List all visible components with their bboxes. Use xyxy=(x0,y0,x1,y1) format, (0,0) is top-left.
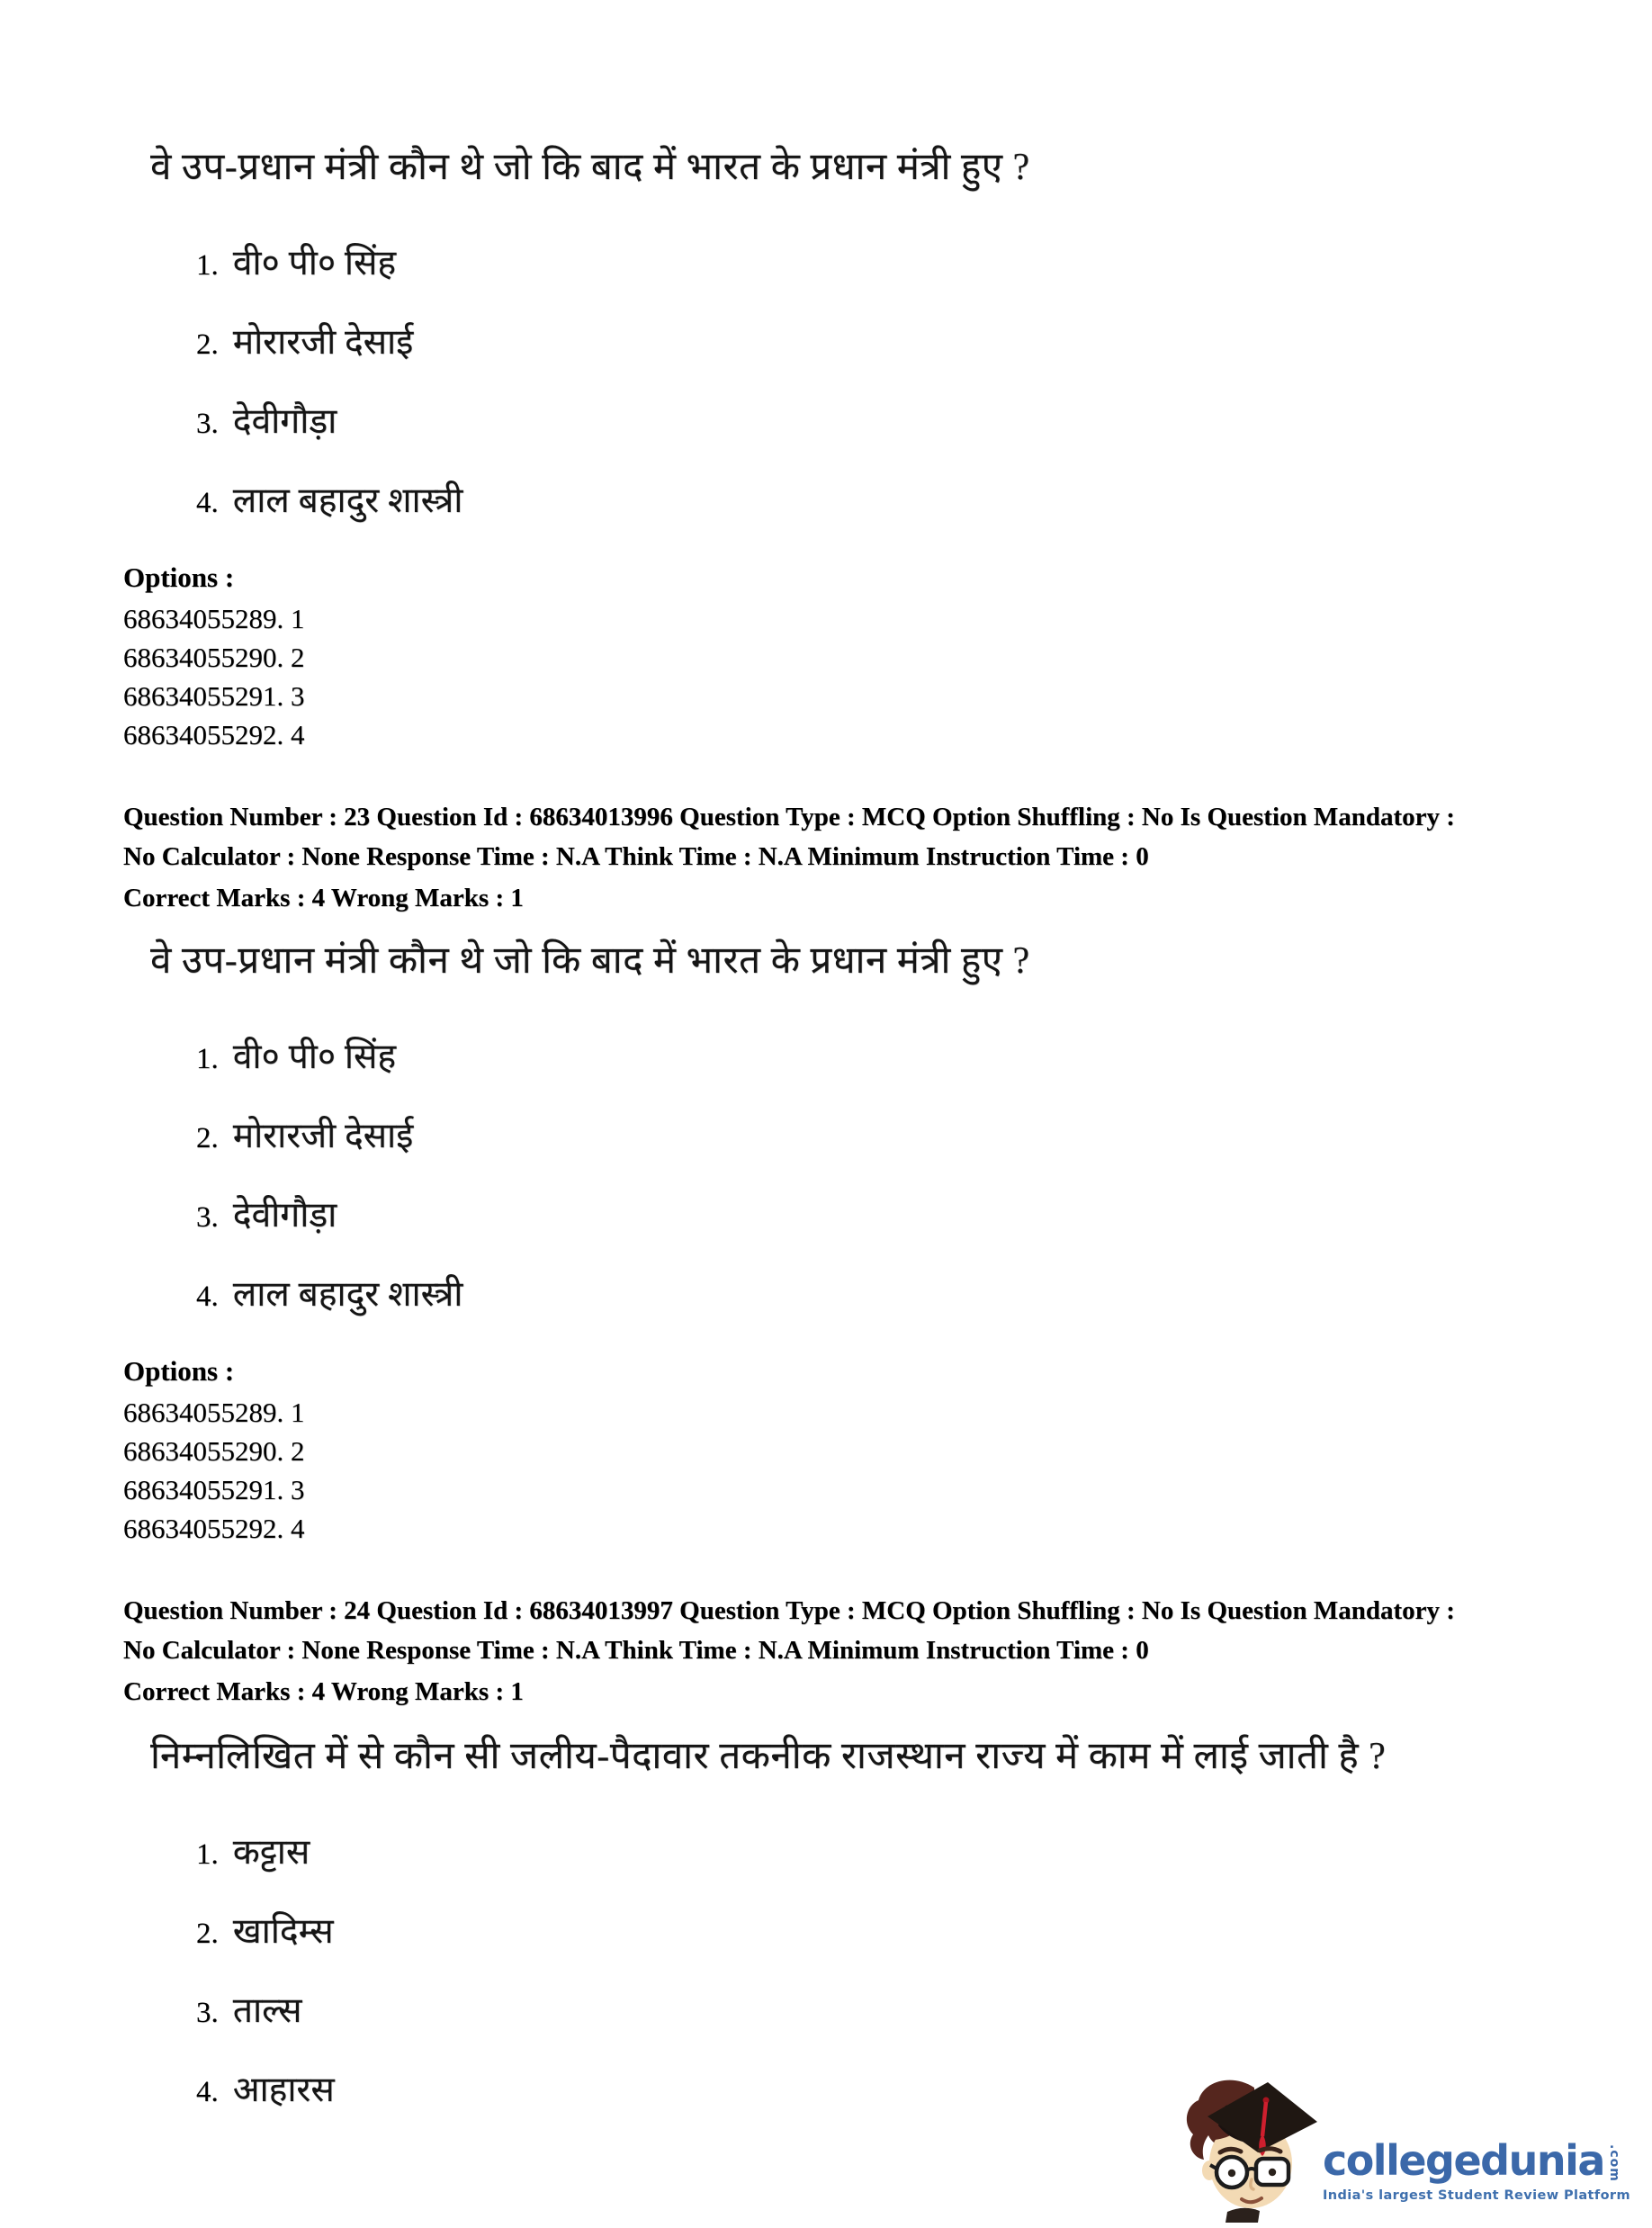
option-line xyxy=(196,400,1652,446)
meta-marks-line: Correct Marks : 4 Wrong Marks : 1 xyxy=(123,884,524,912)
option-line xyxy=(196,1193,1652,1240)
option-text: खादिम्स xyxy=(232,1912,334,1951)
option-text: आहारस xyxy=(232,2071,335,2109)
brand-wordmark: collegedunia xyxy=(1322,2136,1604,2186)
top-margin xyxy=(0,0,1652,144)
option-line xyxy=(196,479,1652,526)
option-number: 3. xyxy=(196,408,219,440)
option-id-list xyxy=(0,1393,1652,1548)
brand-tagline: India's largest Student Review Platform xyxy=(1322,2188,1630,2203)
option-number: 3. xyxy=(196,1997,219,2029)
meta-marks-line: Correct Marks : 4 Wrong Marks : 1 xyxy=(123,1677,524,1706)
meta-line: No Calculator : None Response Time : N.A Think Time : N.A Minimum Instruction Time : 0 xyxy=(123,1636,1149,1665)
option-line xyxy=(196,241,1652,288)
brand-domain-suffix: .com xyxy=(1606,2144,1621,2182)
option-text: लाल बहादुर शास्त्री xyxy=(232,1275,463,1314)
option-id-list xyxy=(0,599,1652,754)
option-id: 68634055289. 1 xyxy=(123,1397,305,1428)
question-display-block-3 xyxy=(0,1733,1652,2115)
option-text: मोरारजी देसाई xyxy=(232,323,414,362)
option-text: देवीगौड़ा xyxy=(232,1196,337,1235)
option-text: लाल बहादुर शास्त्री xyxy=(232,481,463,520)
question-24-metadata xyxy=(0,1591,1652,1711)
option-line xyxy=(196,1989,1652,2035)
collegedunia-logo xyxy=(1181,2070,1630,2223)
meta-line: No Calculator : None Response Time : N.A Think Time : N.A Minimum Instruction Time : 0 xyxy=(123,842,1149,871)
option-number: 2. xyxy=(196,1122,219,1154)
option-line xyxy=(196,320,1652,367)
option-number: 4. xyxy=(196,2076,219,2108)
question-text: वे उप-प्रधान मंत्री कौन थे जो कि बाद में भारत के प्रधान मंत्री हुए ? xyxy=(150,940,1030,982)
option-id: 68634055290. 2 xyxy=(123,642,305,673)
option-text: कट्टास xyxy=(232,1833,310,1872)
option-id: 68634055289. 1 xyxy=(123,603,305,634)
question-text: निम्नलिखित में से कौन सी जलीय-पैदावार तकनीक राजस्थान राज्य में काम में लाई जाती है ? xyxy=(150,1736,1387,1777)
option-text: ताल्स xyxy=(232,1991,302,2030)
option-line xyxy=(196,1035,1652,1082)
option-number: 4. xyxy=(196,1280,219,1313)
question-options xyxy=(0,241,1652,526)
option-line xyxy=(196,1830,1652,1877)
question-23-metadata xyxy=(0,797,1652,918)
option-line xyxy=(196,1909,1652,1956)
option-text: देवीगौड़ा xyxy=(232,402,337,441)
option-text: मोरारजी देसाई xyxy=(232,1117,414,1155)
option-number: 4. xyxy=(196,487,219,519)
option-id: 68634055290. 2 xyxy=(123,1435,305,1467)
question-options xyxy=(0,1035,1652,1319)
option-text: वी० पी० सिंह xyxy=(232,244,397,283)
question-text: वे उप-प्रधान मंत्री कौन थे जो कि बाद में भारत के प्रधान मंत्री हुए ? xyxy=(150,147,1030,188)
option-line xyxy=(196,1114,1652,1161)
option-id: 68634055291. 3 xyxy=(123,1474,305,1505)
option-number: 2. xyxy=(196,328,219,361)
option-number: 3. xyxy=(196,1201,219,1234)
meta-line: Question Number : 24 Question Id : 68634013997 Question Type : MCQ Option Shuffling : No Is Question Mandatory : xyxy=(123,1596,1455,1625)
meta-line: Question Number : 23 Question Id : 68634013996 Question Type : MCQ Option Shuffling : No Is Question Mandatory : xyxy=(123,803,1455,831)
option-number: 1. xyxy=(196,249,219,282)
option-id: 68634055292. 4 xyxy=(123,1513,305,1544)
graduate-mascot-icon xyxy=(1181,2070,1317,2223)
option-line xyxy=(196,1272,1652,1319)
brand-text-block xyxy=(1322,2136,1630,2203)
question-display-block-1 xyxy=(0,144,1652,754)
option-id: 68634055291. 3 xyxy=(123,680,305,712)
question-display-block-2 xyxy=(0,938,1652,1548)
option-number: 2. xyxy=(196,1918,219,1950)
option-id: 68634055292. 4 xyxy=(123,719,305,750)
option-text: वी० पी० सिंह xyxy=(232,1038,397,1076)
option-number: 1. xyxy=(196,1043,219,1075)
options-label: Options : xyxy=(123,1355,235,1387)
options-label: Options : xyxy=(123,561,235,593)
option-number: 1. xyxy=(196,1838,219,1871)
